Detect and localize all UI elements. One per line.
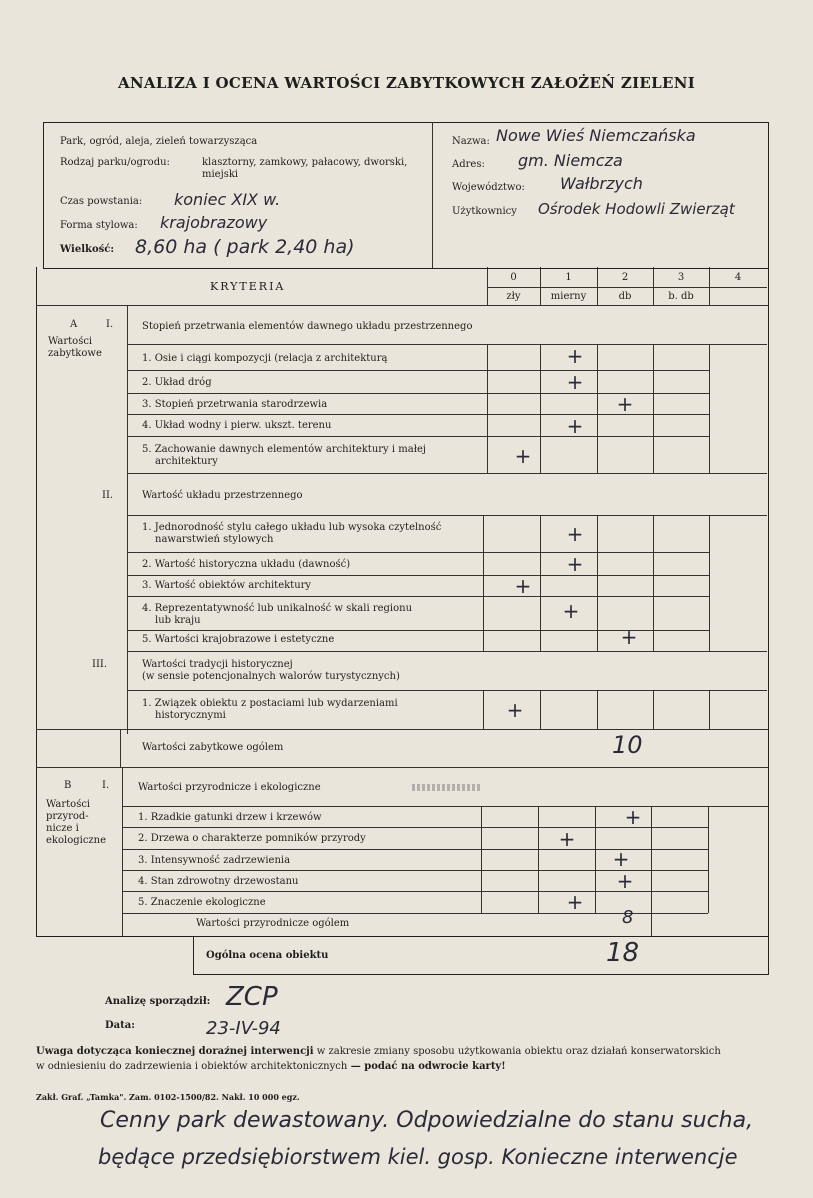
scale-number-0: 0 [510,272,517,283]
analiza-label: Analizę sporządził: [105,996,211,1007]
mark-a2-2: + [566,552,584,576]
section-b-title-4: ekologiczne [46,835,107,846]
section-b-roman: I. [102,780,110,791]
mark-a3-1: + [506,698,524,722]
data-label: Data: [105,1020,135,1031]
row-a1-5: 5. Zachowanie dawnych elementów architektury i małej [142,444,426,455]
uzytkownicy-value: Ośrodek Hodowli Zwierząt [538,200,735,218]
uwaga-line1 [36,1046,721,1057]
wielkosc-value: 8,60 ha ( park 2,40 ha) [135,236,355,258]
row-a2-3: 3. Wartość obiektów architektury [142,580,312,591]
row-a2-1-cont: nawarstwień stylowych [155,534,274,545]
wojewodztwo-label: Województwo: [452,182,525,193]
group-a2-title: Wartość układu przestrzennego [142,490,303,501]
row-b1-2: 2. Drzewa o charakterze pomników przyrody [138,833,366,844]
row-a2-5: 5. Wartości krajobrazowe i estetyczne [142,634,335,645]
section-b-title-2: przyrod- [46,811,89,822]
analiza-signature: ZCP [226,982,278,1012]
overall-label: Ogólna ocena obiektu [206,950,329,961]
section-b-title-3: nicze i [46,823,79,834]
scale-word-3: b. db [668,291,694,302]
row-b1-5: 5. Znaczenie ekologiczne [138,897,266,908]
group-a2-roman: II. [102,490,114,501]
group-a3-roman: III. [92,659,108,670]
group-a3-subtitle: (w sensie potencjonalnych walorów turystycznych) [142,671,400,682]
uwaga-line2 [36,1061,506,1072]
group-b1-title: Wartości przyrodnicze i ekologiczne [138,782,321,793]
mark-b1-1: + [624,805,642,829]
row-a3-1-cont: historycznymi [155,710,226,721]
mark-a2-3: + [514,574,532,598]
row-a2-1: 1. Jednorodność stylu całego układu lub wysoka czytelność [142,522,442,533]
mark-a1-5: + [514,444,532,468]
section-b-letter: B [64,780,72,791]
adres-value: gm. Niemcza [518,151,623,170]
mark-a2-4: + [562,599,580,623]
row-a2-4-cont: lub kraju [155,615,201,626]
uwaga-line2-text: w odniesieniu do zadrzewienia i obiektów architektonicznych [36,1061,348,1072]
wojewodztwo-value: Wałbrzych [560,174,643,193]
group-a3-title: Wartości tradycji historycznej [142,659,293,670]
forma-label: Forma stylowa: [60,220,138,231]
mark-a2-1: + [566,522,584,546]
handwritten-note-1: Cenny park dewastowany. Odpowiedzialne do stanu sucha, [100,1108,754,1133]
row-a2-4: 4. Reprezentatywność lub unikalność w skali regionu [142,603,413,614]
uwaga-line2-bold: — podać na odwrocie karty! [347,1061,506,1072]
row-a2-2: 2. Wartość historyczna układu (dawność) [142,559,351,570]
mark-b1-4: + [616,869,634,893]
uwaga-bold: Uwaga dotycząca koniecznej doraźnej interwencji [36,1046,314,1057]
scale-number-3: 3 [677,272,685,283]
mark-a1-3: + [616,392,634,416]
kryteria-heading: KRYTERIA [210,280,286,293]
mark-a1-2: + [566,370,584,394]
mark-b1-2: + [558,827,576,851]
section-b-title: Wartości [46,799,91,810]
scale-word-0: zły [506,291,521,302]
row-b1-3: 3. Intensywność zadrzewienia [138,855,291,866]
row-a3-1: 1. Związek obiektu z postaciami lub wydarzeniami [142,698,398,709]
page-title: ANALIZA I OCENA WARTOŚCI ZABYTKOWYCH ZAŁOŻEŃ ZIELENI [117,74,696,92]
scale-word-1: mierny [550,291,587,302]
section-a-title-2: zabytkowe [48,348,102,359]
mark-b1-5: + [566,890,584,914]
a-total-value: 10 [612,731,643,759]
rodzaj-options-line2: miejski [202,169,239,180]
adres-label: Adres: [452,159,485,170]
mark-a1-1: + [566,344,584,368]
scribble-mark [412,784,480,791]
row-a1-3: 3. Stopień przetrwania starodrzewia [142,399,328,410]
b-total-value: 8 [622,907,634,928]
mark-a2-5: + [620,625,638,649]
group-a1-title: Stopień przetrwania elementów dawnego układu przestrzennego [142,321,473,332]
wielkosc-label: Wielkość: [60,244,115,255]
forma-value: krajobrazowy [160,213,268,232]
uzytkownicy-label: Użytkownicy [452,206,517,217]
nazwa-value: Nowe Wieś Niemczańska [496,126,696,145]
mark-b1-3: + [612,847,630,871]
uwaga-rest: w zakresie zmiany sposobu użytkowania obiektu oraz działań konserwatorskich [313,1046,721,1057]
section-a-roman: I. [106,319,114,330]
rodzaj-label: Rodzaj parku/ogrodu: [60,157,170,168]
row-b1-1: 1. Rzadkie gatunki drzew i krzewów [138,812,322,823]
mark-a1-4: + [566,414,584,438]
scale-word-2: db [618,291,632,302]
scale-number-4: 4 [734,272,742,283]
data-value: 23-IV-94 [206,1018,281,1039]
row-a1-2: 2. Układ dróg [142,377,212,388]
rodzaj-options: klasztorny, zamkowy, pałacowy, dworski, [202,157,408,168]
row-b1-4: 4. Stan zdrowotny drzewostanu [138,876,299,887]
a-total-label: Wartości zabytkowe ogólem [142,742,284,753]
row-a1-1: 1. Osie i ciągi kompozycji (relacja z architekturą [142,353,388,364]
handwritten-note-2: będące przedsiębiorstwem kiel. gosp. Konieczne interwencje [98,1145,738,1169]
scale-number-1: 1 [565,272,572,283]
czas-value: koniec XIX w. [174,190,281,209]
scale-number-2: 2 [621,272,629,283]
b-total-label: Wartości przyrodnicze ogólem [196,918,350,929]
section-a-title: Wartości [48,336,93,347]
row-a1-5-cont: architektury [155,456,218,467]
section-a-letter: A [70,319,78,330]
row-a1-4: 4. Układ wodny i pierw. ukszt. terenu [142,420,332,431]
overall-value: 18 [606,938,640,968]
nazwa-label: Nazwa: [452,136,490,147]
czas-label: Czas powstania: [60,196,143,207]
park-type-label: Park, ogród, aleja, zieleń towarzysząca [60,136,258,147]
print-info: Zakł. Graf. „Tamka". Zam. 0102-1500/82. Nakł. 10 000 egz. [36,1092,300,1102]
